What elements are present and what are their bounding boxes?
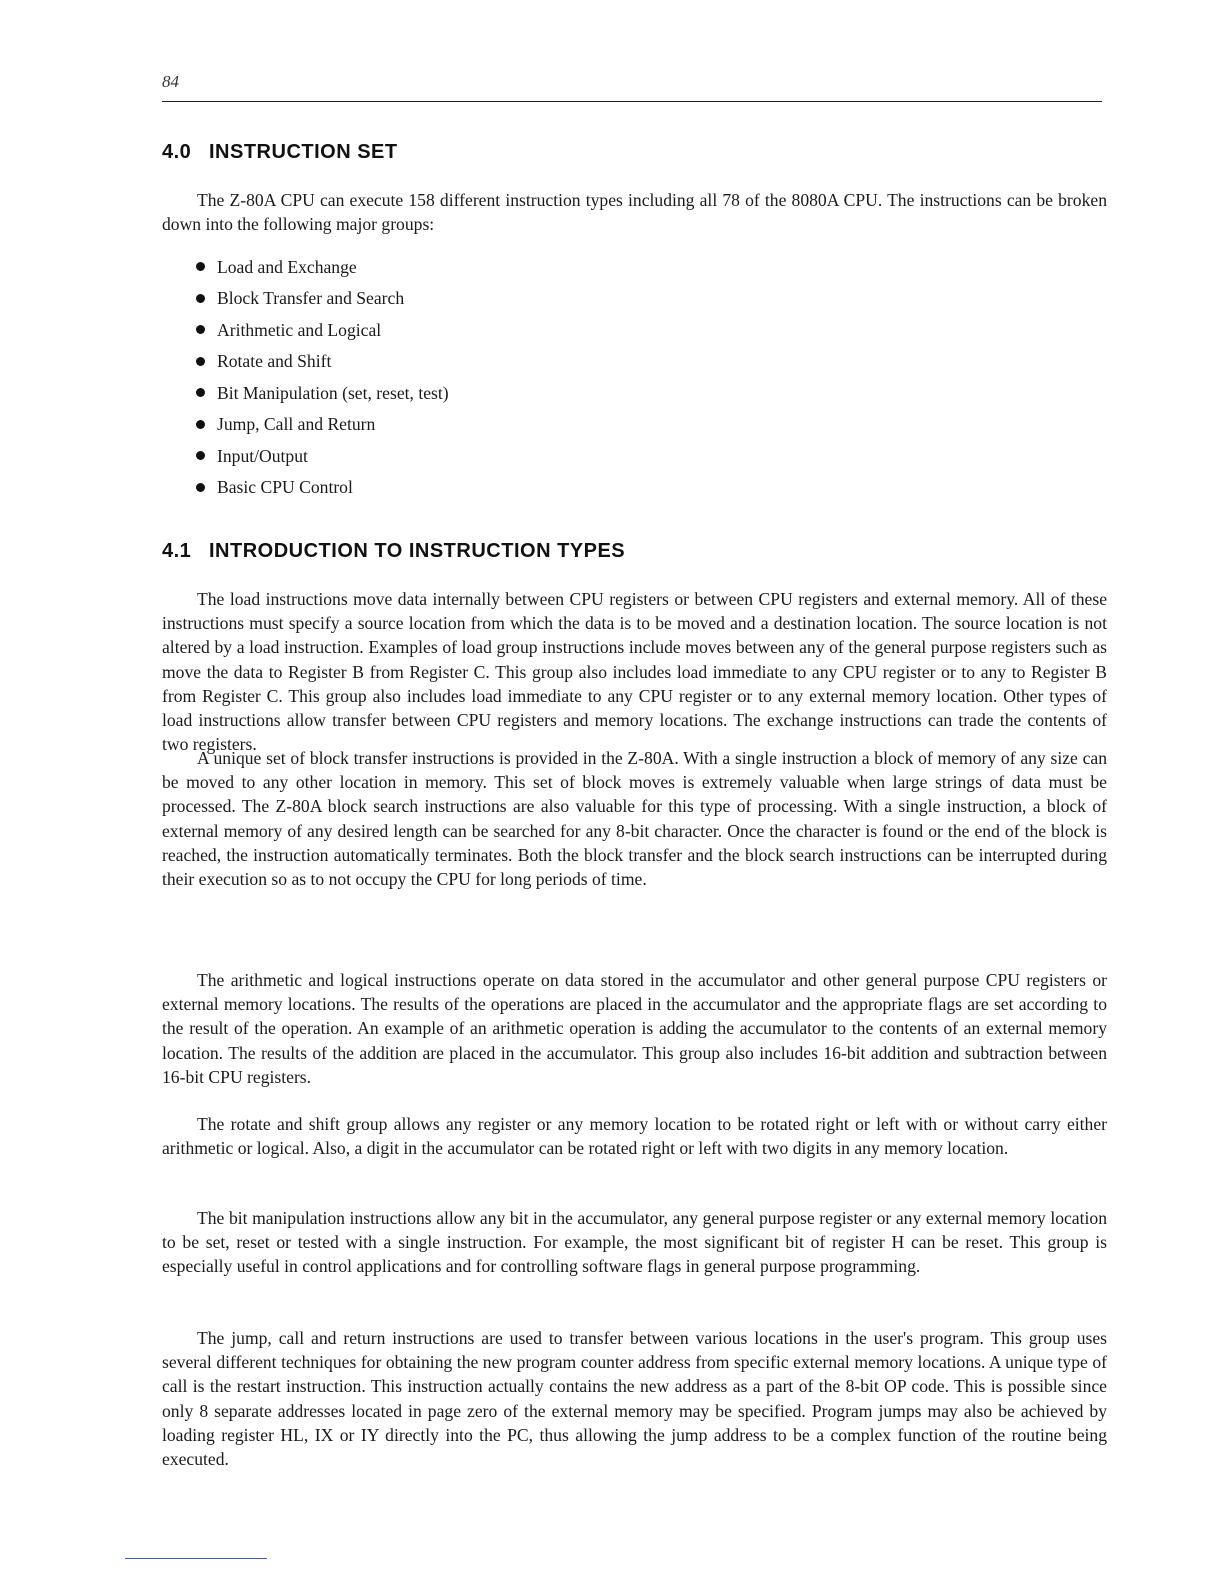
list-item-text: Basic CPU Control xyxy=(217,477,353,498)
footer-rule xyxy=(125,1558,267,1559)
section-number: 4.1 xyxy=(162,540,192,562)
list-item xyxy=(196,377,449,409)
list-item-text: Block Transfer and Search xyxy=(217,288,405,309)
list-item-text: Load and Exchange xyxy=(217,256,357,277)
list-item xyxy=(196,346,449,378)
section-heading-instruction-set xyxy=(162,141,398,164)
paragraph-bit-manipulation: The bit manipulation instructions allow any bit in the accumulator, any general purpose register or any external memory location to be set, reset or tested with a single instruction. For example, the most significant bit of register H can be reset. This group is especially useful in control applications and for controlling software flags in general purpose programming. xyxy=(162,1208,1107,1277)
intro-paragraph: The Z-80A CPU can execute 158 different instruction types including all 78 of the 8080A CPU. The instructions can be broken down into the following major groups: xyxy=(162,190,1107,235)
paragraph-jump-call-return: The jump, call and return instructions are used to transfer between various locations in the user's program. This group uses several different techniques for obtaining the new program counter address from specific external memory locations. A unique type of call is the restart instruction. This instruction actually contains the new address as a part of the 8-bit OP code. This is possible since only 8 separate addresses located in page zero of the external memory may be specified. Program jumps may also be achieved by loading register HL, IX or IY directly into the PC, thus allowing the jump address to be a complex function of the routine being executed. xyxy=(162,1328,1107,1470)
list-item xyxy=(196,283,449,315)
section-title: INTRODUCTION TO INSTRUCTION TYPES xyxy=(209,540,626,562)
bullet-icon xyxy=(196,420,205,429)
bullet-icon xyxy=(196,483,205,492)
list-item-text: Bit Manipulation (set, reset, test) xyxy=(217,382,449,403)
list-item xyxy=(196,440,449,472)
list-item-text: Arithmetic and Logical xyxy=(217,319,382,340)
bullet-icon xyxy=(196,451,205,460)
section-number: 4.0 xyxy=(162,141,192,163)
list-item xyxy=(196,472,449,504)
list-item xyxy=(196,251,449,283)
paragraph-block-transfer: A unique set of block transfer instructions is provided in the Z-80A. With a single instruction a block of memory of any size can be moved to any other location in memory. This set of block moves is extremely valuable when large strings of data must be processed. The Z-80A block search instructions are also valuable for this type of processing. With a single instruction, a block of external memory of any desired length can be searched for any 8-bit character. Once the character is found or the end of the block is reached, the instruction automatically terminates. Both the block transfer and the block search instructions can be interrupted during their execution so as to not occupy the CPU for long periods of time. xyxy=(162,748,1107,890)
bullet-icon xyxy=(196,262,205,271)
paragraph-load-instructions: The load instructions move data internally between CPU registers or between CPU registers and external memory. All of these instructions must specify a source location from which the data is to be moved and a destination location. The source location is not altered by a load instruction. Examples of load group instructions include moves between any of the general purpose registers such as move the data to Register B from Register C. This group also includes load immediate to any CPU register or to any to Register B from Register C. This group also includes load immediate to any CPU register or to any external memory location. Other types of load instructions allow transfer between CPU registers and memory locations. The exchange instructions can trade the contents of two registers. xyxy=(162,589,1107,755)
list-item xyxy=(196,409,449,441)
bullet-icon xyxy=(196,357,205,366)
paragraph-arithmetic-logical: The arithmetic and logical instructions operate on data stored in the accumulator and other general purpose CPU registers or external memory locations. The results of the operations are placed in the accumulator and the appropriate flags are set according to the result of the operation. An example of an arithmetic operation is adding the accumulator to the contents of an external memory location. The results of the addition are placed in the accumulator. This group also includes 16-bit addition and subtraction between 16-bit CPU registers. xyxy=(162,970,1107,1087)
bullet-icon xyxy=(196,294,205,303)
paragraph-rotate-shift: The rotate and shift group allows any register or any memory location to be rotated right or left with or without carry either arithmetic or logical. Also, a digit in the accumulator can be rotated right or left with two digits in any memory location. xyxy=(162,1114,1107,1159)
list-item-text: Jump, Call and Return xyxy=(217,414,376,435)
list-item xyxy=(196,314,449,346)
bullet-icon xyxy=(196,325,205,334)
instruction-groups-list xyxy=(196,251,449,503)
list-item-text: Rotate and Shift xyxy=(217,351,332,372)
bullet-icon xyxy=(196,388,205,397)
section-heading-introduction xyxy=(162,540,625,563)
header-rule xyxy=(162,101,1102,102)
page-number: 84 xyxy=(162,72,179,91)
list-item-text: Input/Output xyxy=(217,445,308,466)
section-title: INSTRUCTION SET xyxy=(209,141,398,163)
